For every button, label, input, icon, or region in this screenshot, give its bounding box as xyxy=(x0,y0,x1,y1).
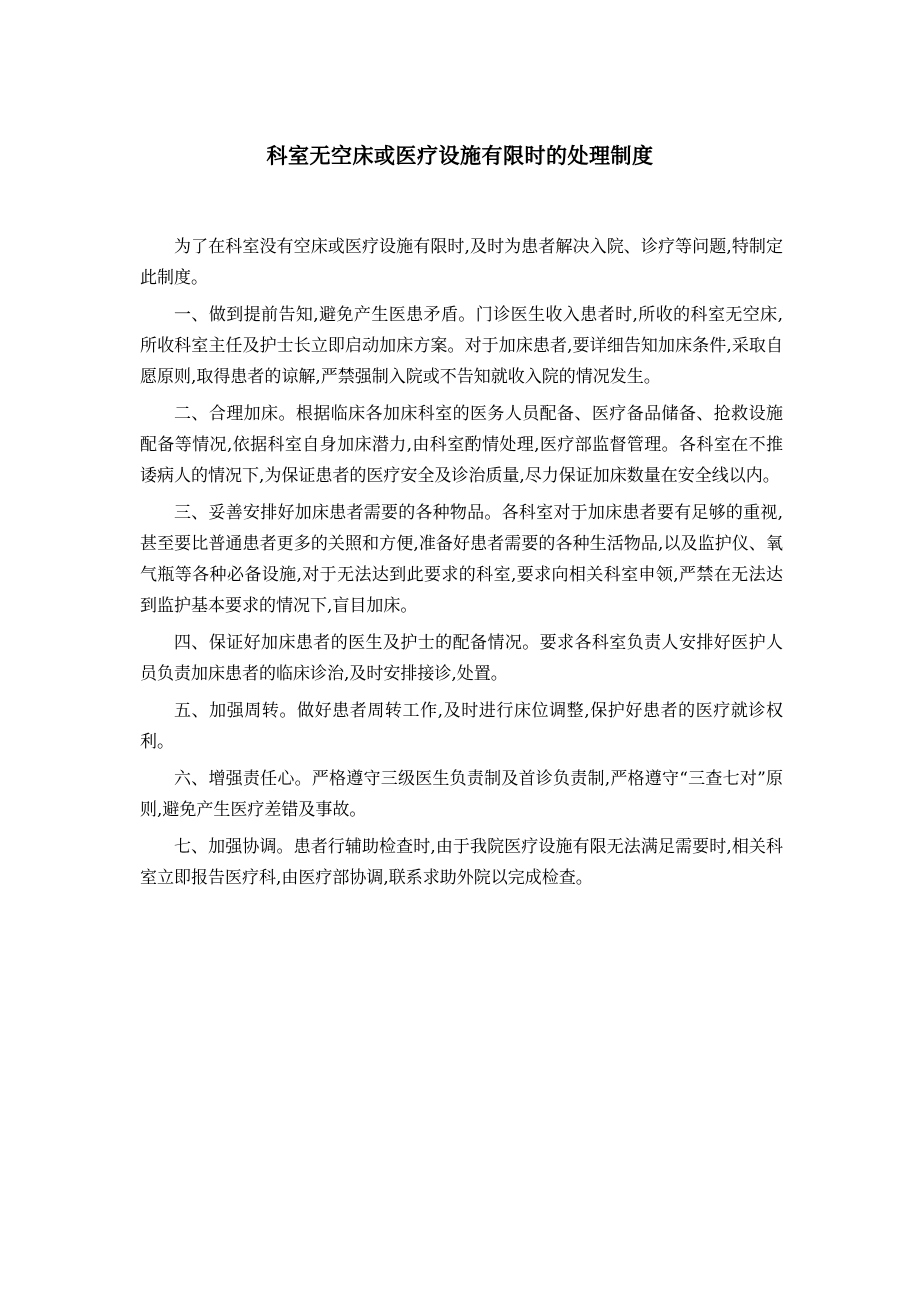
document-title: 科室无空床或医疗设施有限时的处理制度 xyxy=(266,143,654,168)
paragraph-intro: 为了在科室没有空床或医疗设施有限时,及时为患者解决入院、诊疗等问题,特制定此制度。 xyxy=(140,237,783,288)
paragraph-item-3: 三、妥善安排好加床患者需要的各种物品。各科室对于加床患者要有足够的重视,甚至要比普通患者更多的关照和方便,准备好患者需要的各种生活物品,以及监护仪、氧气瓶等各种必备设施,对于无法达到此要求的科室,要求向相关科室申领,严禁在无法达到监护基本要求的情况下,盲目加床。 xyxy=(140,503,783,616)
document-body xyxy=(140,232,783,900)
paragraph-item-4: 四、保证好加床患者的医生及护士的配备情况。要求各科室负责人安排好医护人员负责加床患者的临床诊治,及时安排接诊,处置。 xyxy=(140,633,783,684)
paragraph-item-2: 二、合理加床。根据临床各加床科室的医务人员配备、医疗备品储备、抢救设施配备等情况,依据科室自身加床潜力,由科室酌情处理,医疗部监督管理。各科室在不推诿病人的情况下,为保证患者的医疗安全及诊治质量,尽力保证加床数量在安全线以内。 xyxy=(140,404,783,486)
paragraph-item-1: 一、做到提前告知,避免产生医患矛盾。门诊医生收入患者时,所收的科室无空床,所收科室主任及护士长立即启动加床方案。对于加床患者,要详细告知加床条件,采取自愿原则,取得患者的谅解,严禁强制入院或不告知就收入院的情况发生。 xyxy=(140,305,783,387)
paragraph-item-5: 五、加强周转。做好患者周转工作,及时进行床位调整,保护好患者的医疗就诊权利。 xyxy=(140,701,783,752)
paragraph-item-7: 七、加强协调。患者行辅助检查时,由于我院医疗设施有限无法满足需要时,相关科室立即报告医疗科,由医疗部协调,联系求助外院以完成检查。 xyxy=(140,837,783,888)
paragraph-item-6: 六、增强责任心。严格遵守三级医生负责制及首诊负责制,严格遵守“三查七对”原则,避免产生医疗差错及事故。 xyxy=(140,769,783,820)
